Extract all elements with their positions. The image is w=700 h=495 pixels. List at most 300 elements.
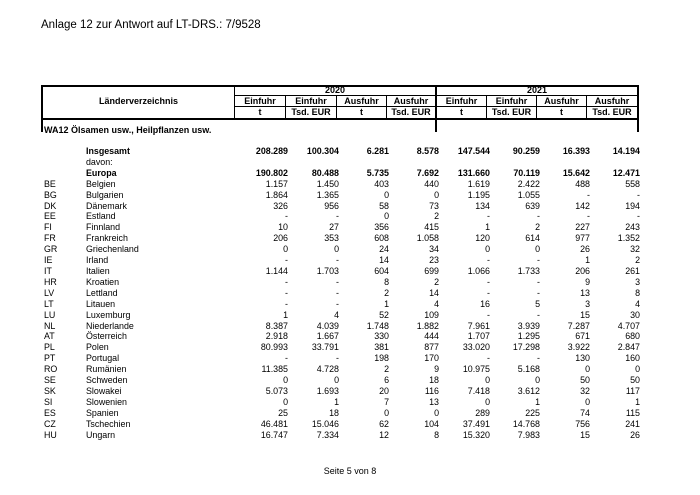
value-cell: - [336,353,339,364]
value-cell: 353 [324,233,339,244]
table-row [41,201,640,212]
value-cell: 1.058 [416,233,439,244]
country-code: PL [44,342,55,353]
table-row [41,299,640,310]
country-code: SI [44,396,53,407]
value-cell: 1.733 [517,265,540,276]
value-cell: 1.703 [316,265,339,276]
value-cell: 1.667 [316,331,339,342]
value-cell: 488 [575,178,590,189]
table-row [41,277,640,288]
value-cell: 206 [575,265,590,276]
value-cell: 7.692 [416,167,439,178]
value-cell: 1.055 [517,189,540,200]
value-cell: 58 [379,200,389,211]
value-cell: 1.157 [265,178,288,189]
country-name: davon: [86,156,113,167]
value-cell: 956 [324,200,339,211]
year-2020: 2020 [324,85,346,95]
value-cell: 18 [429,375,439,386]
value-cell: 30 [630,309,640,320]
column-header: Ausfuhr [393,96,429,106]
value-cell: 0 [485,375,490,386]
value-cell: 7.287 [567,320,590,331]
unit-header: Tsd. EUR [391,107,431,117]
value-cell: 1.882 [416,320,439,331]
value-cell: 1.352 [617,233,640,244]
value-cell: 37.491 [462,418,490,429]
value-cell: 1 [283,309,288,320]
value-cell: 194 [625,200,640,211]
value-cell: 10.975 [462,364,490,375]
value-cell: 20 [379,385,389,396]
value-cell: 24 [379,244,389,255]
value-cell: 32 [630,244,640,255]
value-cell: 80.993 [260,342,288,353]
section-title: WA12 Ölsamen usw., Heilpflanzen usw. [44,125,212,135]
value-cell: 2.422 [517,178,540,189]
value-cell: 4.039 [316,320,339,331]
value-cell: 444 [424,331,439,342]
value-cell: 23 [429,255,439,266]
country-name: Niederlande [86,320,134,331]
unit-header: t [560,107,563,117]
value-cell [590,157,640,168]
country-name: Ungarn [86,429,116,440]
value-cell: 7.334 [316,429,339,440]
value-cell: 4.728 [316,364,339,375]
country-name: Rumänien [86,364,127,375]
value-cell: 8 [384,276,389,287]
value-cell: 13 [429,396,439,407]
value-cell: 0 [535,244,540,255]
value-cell: 330 [374,331,389,342]
value-cell: - [487,211,490,222]
country-code: DK [44,200,57,211]
value-cell: 0 [283,396,288,407]
country-code: BG [44,189,57,200]
table-row [41,408,640,419]
value-cell: 1.365 [316,189,339,200]
value-cell: 10 [278,222,288,233]
value-cell: 1.295 [517,331,540,342]
value-cell: 0 [585,396,590,407]
value-cell: 117 [625,385,640,396]
value-cell: 7 [384,396,389,407]
value-cell: - [637,189,640,200]
value-cell: 46.481 [260,418,288,429]
value-cell: 381 [374,342,389,353]
value-cell: 9 [434,364,439,375]
value-cell: 604 [374,265,389,276]
value-cell: 1 [535,396,540,407]
table-row [41,266,640,277]
value-cell: - [537,353,540,364]
value-cell: 2 [635,255,640,266]
value-cell: 1 [334,396,339,407]
value-cell: 225 [525,407,540,418]
value-cell: 2 [434,211,439,222]
value-cell: 52 [379,309,389,320]
value-cell [238,157,288,168]
value-cell: 73 [429,200,439,211]
value-cell: 14.194 [612,146,640,156]
value-cell: 14.768 [512,418,540,429]
value-cell: 4 [334,309,339,320]
value-cell: 1.450 [316,178,339,189]
value-cell: 8.387 [265,320,288,331]
value-cell: 33.020 [462,342,490,353]
country-name: Polen [86,342,109,353]
value-cell: - [487,309,490,320]
country-code: SE [44,375,56,386]
value-cell: 0 [535,375,540,386]
table-row [41,342,640,353]
value-cell: 5.735 [366,167,389,178]
country-name: Litauen [86,298,116,309]
unit-header: Tsd. EUR [592,107,632,117]
value-cell: - [487,276,490,287]
value-cell: 0 [334,375,339,386]
value-cell: 32 [580,385,590,396]
value-cell: 699 [424,265,439,276]
value-cell: 0 [334,244,339,255]
country-name: Finnland [86,222,121,233]
country-name: Belgien [86,178,116,189]
table-row [41,146,640,157]
value-cell: 190.802 [255,167,288,178]
value-cell: 100.304 [306,146,339,156]
table-row [41,310,640,321]
value-cell: 6.281 [366,146,389,156]
country-name: Lettland [86,287,118,298]
column-header: Ausfuhr [544,96,579,106]
value-cell: 3 [585,298,590,309]
value-cell: 614 [525,233,540,244]
value-cell [490,157,540,168]
table-row [41,211,640,222]
value-cell: - [336,211,339,222]
table-row [41,353,640,364]
country-name: Kroatien [86,276,120,287]
value-cell: 70.119 [513,167,540,178]
country-code: BE [44,178,56,189]
value-cell [339,157,389,168]
value-cell: 2 [535,222,540,233]
column-header: Ausfuhr [594,96,630,106]
value-cell: 7.983 [517,429,540,440]
value-cell: - [285,287,288,298]
value-cell: 1 [485,222,490,233]
value-cell: - [285,353,288,364]
table-row [41,397,640,408]
country-name: Portugal [86,353,120,364]
value-cell: 1.748 [366,320,389,331]
country-code: CZ [44,418,56,429]
value-cell: 0 [384,407,389,418]
table-row [41,288,640,299]
value-cell: 8 [635,287,640,298]
country-name: Österreich [86,331,127,342]
value-cell: 2 [384,364,389,375]
value-cell: 243 [625,222,640,233]
country-name: Estland [86,211,116,222]
country-name: Bulgarien [86,189,124,200]
value-cell: 170 [424,353,439,364]
value-cell: 15.320 [462,429,490,440]
value-cell: 0 [434,407,439,418]
country-code: AT [44,331,55,342]
value-cell [288,157,339,168]
country-code: SK [44,385,56,396]
table-row [41,168,640,179]
value-cell: 639 [525,200,540,211]
country-code: LU [44,309,56,320]
column-header: Ausfuhr [344,96,379,106]
value-cell: 26 [580,244,590,255]
table-row [41,321,640,332]
value-cell: - [537,287,540,298]
value-cell: 13 [580,287,590,298]
value-cell: 50 [580,375,590,386]
page-footer: Seite 5 von 8 [323,466,377,476]
value-cell: 15 [580,429,590,440]
value-cell: 74 [580,407,590,418]
column-header: Einfuhr [295,96,327,106]
value-cell: 6 [384,375,389,386]
value-cell: - [336,298,339,309]
value-cell: 15.046 [311,418,339,429]
value-cell: 25 [278,407,288,418]
document-title: Anlage 12 zur Antwort auf LT-DRS.: 7/9528 [41,19,261,31]
column-header: Einfuhr [445,96,478,106]
country-code [41,157,86,168]
value-cell: 5.073 [265,385,288,396]
value-cell: 1.707 [467,331,490,342]
country-code: HR [44,276,57,287]
country-code: EE [44,211,56,222]
value-cell: 160 [625,353,640,364]
value-cell: 2.918 [265,331,288,342]
value-cell: 62 [379,418,389,429]
value-cell: 756 [575,418,590,429]
value-cell: 0 [485,396,490,407]
value-cell: 5.168 [517,364,540,375]
value-cell: 261 [625,265,640,276]
value-cell: - [336,255,339,266]
row-label-header: Länderverzeichnis [98,96,179,106]
value-cell: 440 [424,178,439,189]
value-cell: 1.144 [265,265,288,276]
table-row [41,244,640,255]
value-cell: 0 [384,189,389,200]
value-cell: 27 [329,222,339,233]
value-cell: 104 [424,418,439,429]
value-cell: 17.298 [512,342,540,353]
unit-header: t [360,107,363,117]
value-cell: - [537,276,540,287]
value-cell: - [487,255,490,266]
country-name: Italien [86,265,110,276]
value-cell: 7.418 [467,385,490,396]
value-cell: - [537,255,540,266]
country-name: Europa [86,167,117,178]
country-code: LV [44,287,55,298]
value-cell [439,157,490,168]
table-row [41,157,640,168]
value-cell: 208.289 [255,146,288,156]
table-row [41,419,640,430]
value-cell: 3.922 [567,342,590,353]
column-header: Einfuhr [495,96,528,106]
value-cell: 9 [585,276,590,287]
value-cell: 1 [384,298,389,309]
value-cell: 289 [475,407,490,418]
value-cell: 227 [575,222,590,233]
value-cell: 403 [374,178,389,189]
value-cell: 147.544 [457,146,490,156]
value-cell: 326 [273,200,288,211]
value-cell: 198 [374,353,389,364]
value-cell: 0 [635,364,640,375]
value-cell: 206 [273,233,288,244]
value-cell: 120 [475,233,490,244]
country-code: FR [44,233,56,244]
value-cell: - [537,211,540,222]
value-cell: 16 [480,298,490,309]
value-cell: - [587,211,590,222]
value-cell: - [537,309,540,320]
value-cell: 977 [575,233,590,244]
table-row [41,179,640,190]
country-code: GR [44,244,58,255]
value-cell: 16.747 [260,429,288,440]
value-cell: 33.791 [311,342,339,353]
country-code: NL [44,320,56,331]
value-cell: 3.612 [517,385,540,396]
value-cell: - [637,211,640,222]
value-cell: 90.259 [512,146,540,156]
value-cell: 2 [384,287,389,298]
value-cell: 16.393 [562,146,590,156]
data-table [41,146,640,440]
table-row [41,386,640,397]
country-code [41,168,86,179]
value-cell: 80.488 [311,167,339,178]
value-cell: 15.642 [562,167,590,178]
value-cell: 0 [434,189,439,200]
value-cell: 241 [625,418,640,429]
value-cell: 0 [485,244,490,255]
value-cell: 680 [625,331,640,342]
value-cell: 115 [625,407,640,418]
value-cell: 671 [575,331,590,342]
value-cell: 34 [429,244,439,255]
value-cell: 1.864 [265,189,288,200]
column-header: Einfuhr [244,96,276,106]
country-code: PT [44,353,56,364]
year-2021: 2021 [526,85,548,95]
value-cell: - [285,276,288,287]
value-cell [540,157,590,168]
value-cell: 1 [635,396,640,407]
value-cell: 26 [630,429,640,440]
value-cell: - [285,211,288,222]
country-name: Slowenien [86,396,127,407]
country-name: Spanien [86,407,119,418]
value-cell: 558 [625,178,640,189]
unit-header: t [460,107,463,117]
value-cell: 130 [575,353,590,364]
value-cell: - [336,276,339,287]
country-name: Tschechien [86,418,131,429]
value-cell: 7.961 [467,320,490,331]
country-code [41,146,86,157]
table-row [41,222,640,233]
value-cell: 2 [434,276,439,287]
country-code: RO [44,364,58,375]
country-code: ES [44,407,56,418]
value-cell: 134 [475,200,490,211]
value-cell: 0 [283,244,288,255]
table-row [41,375,640,386]
value-cell: 3.939 [517,320,540,331]
value-cell: 15 [580,309,590,320]
value-cell: 415 [424,222,439,233]
value-cell: 1.693 [316,385,339,396]
value-cell: 14 [429,287,439,298]
table-row [41,364,640,375]
value-cell: 2.847 [617,342,640,353]
value-cell: 0 [585,364,590,375]
country-name: Slowakei [86,385,122,396]
value-cell: 877 [424,342,439,353]
country-name: Luxemburg [86,309,131,320]
value-cell: 109 [424,309,439,320]
value-cell [389,157,439,168]
unit-header: Tsd. EUR [491,107,532,117]
value-cell: 4 [635,298,640,309]
country-code: FI [44,222,52,233]
value-cell: 8 [434,429,439,440]
table-row [41,190,640,201]
value-cell: - [487,287,490,298]
value-cell: 12.471 [612,167,640,178]
country-code: IT [44,265,52,276]
value-cell: 1.619 [467,178,490,189]
value-cell: 131.660 [457,167,490,178]
country-code: HU [44,429,57,440]
country-code: IE [44,255,53,266]
country-code: LT [44,298,54,309]
value-cell: 0 [384,211,389,222]
value-cell: 14 [379,255,389,266]
country-name: Griechenland [86,244,139,255]
value-cell: 3 [635,276,640,287]
value-cell: 356 [374,222,389,233]
value-cell: 12 [379,429,389,440]
table-row [41,233,640,244]
value-cell: 608 [374,233,389,244]
value-cell: 4.707 [617,320,640,331]
country-name: Frankreich [86,233,128,244]
country-name: Dänemark [86,200,127,211]
value-cell: - [487,353,490,364]
value-cell: 5 [535,298,540,309]
value-cell: 116 [424,385,439,396]
value-cell: 1.195 [467,189,490,200]
value-cell: 1 [585,255,590,266]
